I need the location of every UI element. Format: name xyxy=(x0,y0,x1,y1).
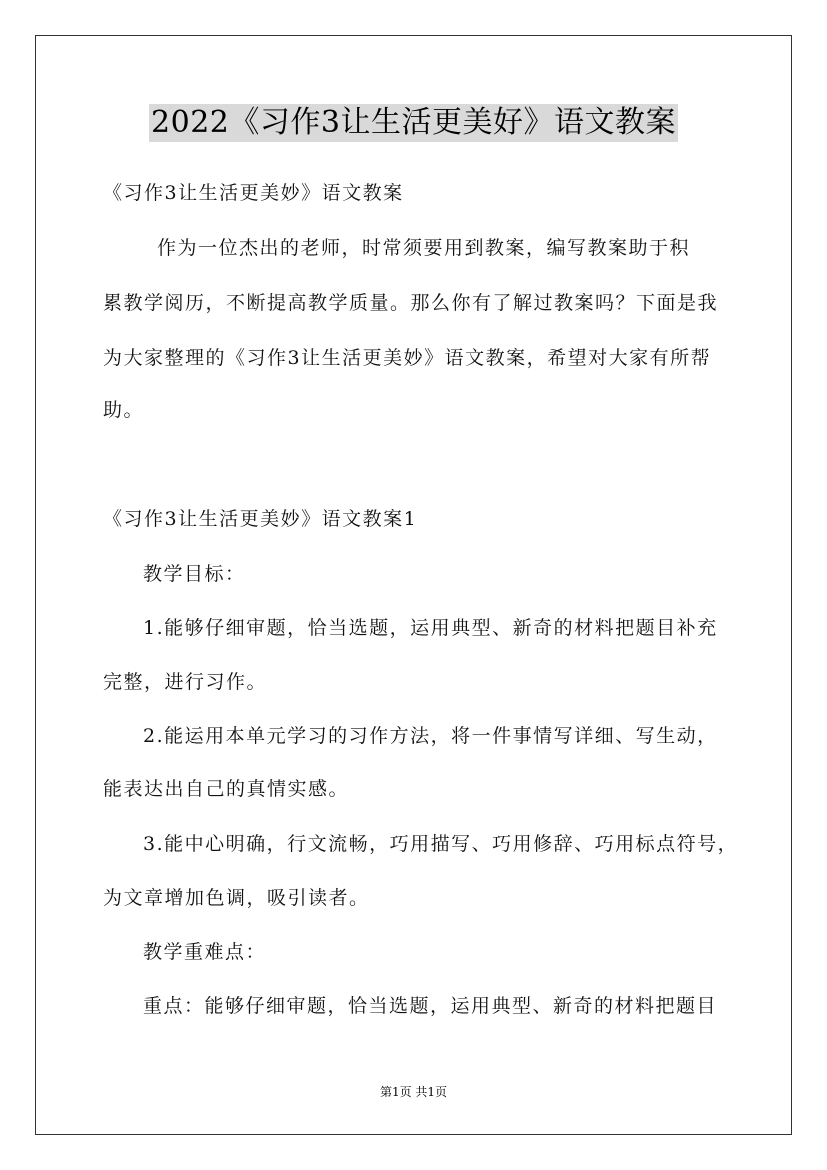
title-block xyxy=(0,104,827,142)
intro-line: 助。 xyxy=(103,399,145,421)
objective-line: 完整，进行习作。 xyxy=(103,671,268,693)
key-points-line: 重点：能够仔细审题，恰当选题，运用典型、新奇的材料把题目 xyxy=(143,995,718,1017)
objectives-label: 教学目标： xyxy=(143,563,246,585)
objective-line: 1.能够仔细审题，恰当选题，运用典型、新奇的材料把题目补充 xyxy=(143,617,718,639)
document-subtitle: 《习作3让生活更美妙》语文教案 xyxy=(103,182,404,204)
objective-line: 能表达出自己的真情实感。 xyxy=(103,778,350,800)
page-footer: 第1页 共1页 xyxy=(379,1085,448,1099)
intro-line: 为大家整理的《习作3让生活更美妙》语文教案，希望对大家有所帮 xyxy=(103,347,712,369)
key-points-label: 教学重难点： xyxy=(143,941,267,963)
objective-line: 3.能中心明确，行文流畅，巧用描写、巧用修辞、巧用标点符号， xyxy=(143,833,739,855)
document-title: 2022《习作3让生活更美好》语文教案 xyxy=(151,105,676,140)
intro-line: 累教学阅历，不断提高教学质量。那么你有了解过教案吗？下面是我 xyxy=(103,292,719,314)
objective-line: 2.能运用本单元学习的习作方法，将一件事情写详细、写生动， xyxy=(143,725,718,747)
intro-line: 作为一位杰出的老师，时常须要用到教案，编写教案助于积 xyxy=(157,237,691,259)
section-heading: 《习作3让生活更美妙》语文教案1 xyxy=(103,508,418,530)
objective-line: 为文章增加色调，吸引读者。 xyxy=(103,887,370,909)
